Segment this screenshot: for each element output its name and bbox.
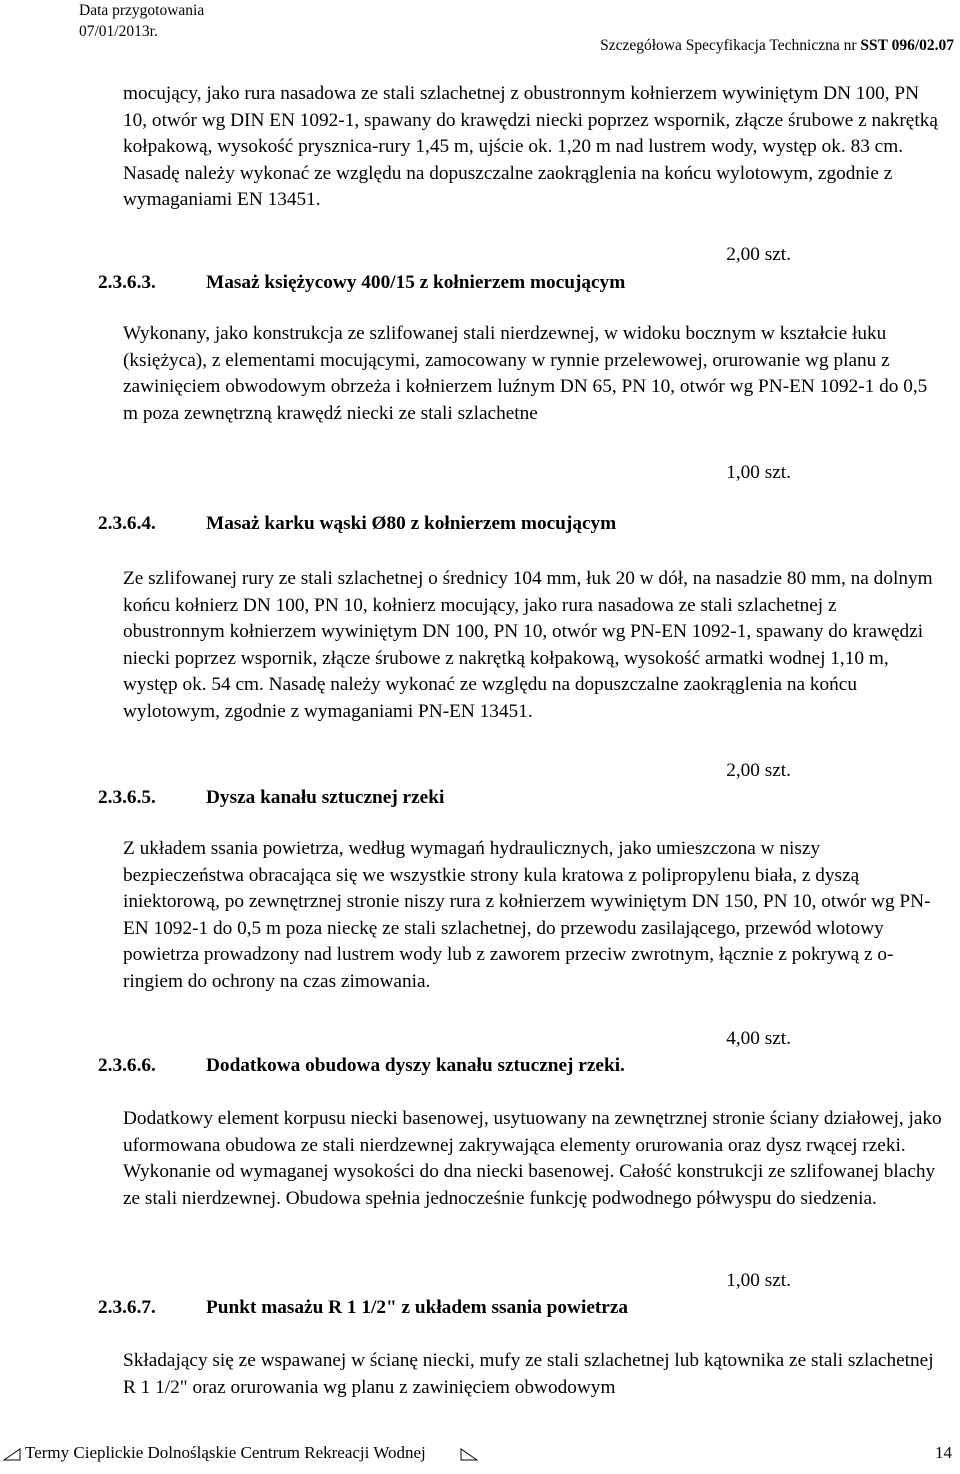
triangle-left-icon xyxy=(3,1440,21,1474)
intro-paragraph: mocujący, jako rura nasadowa ze stali szlachetnej z obustronnym kołnierzem wywiniętym DN 100, PN 10, otwór wg DIN EN 1092-1, spawany do krawędzi niecki poprzez wspornik, złącze śrubowe z nakrętką kołpakową, wysokość prysznica-rury 1,45 m, ujście ok. 1,20 m nad lustrem wody, występ ok. 83 cm. Nasadę należy wykonać ze względu na dopuszczalne zaokrąglenia na końcu wylotowym, zgodnie z wymaganiami EN 13451. xyxy=(123,83,938,211)
section-2-3-6-5-paragraph: Z układem ssania powietrza, według wymagań hydraulicznych, jako umieszczona w niszy bezpieczeństwa obracająca się we wszystkie strony kula kratowa z polipropylenu biała, z dyszą iniektorową, po zewnętrznej stronie niszy rura z kołnierzem wywiniętym DN 150, PN 10, otwór wg PN-EN 1092-1 do 0,5 m poza nieckę ze stali szlachetnej, do przewodu zasilającego, przewód wlotowy powietrza prowadzony nad lustrem wody lub z zaworem przeciw zwrotnym, łącznie z pokrywą z o-ringiem do ochrony na czas zimowania. xyxy=(123,838,931,992)
preparation-date xyxy=(79,0,204,42)
section-title: Dodatkowa obudowa dyszy kanału sztucznej rzeki. xyxy=(206,1055,625,1076)
spec-header xyxy=(600,37,954,55)
section-number: 2.3.6.3. xyxy=(98,272,156,293)
section-heading-2-3-6-7 xyxy=(98,1295,628,1321)
section-title: Masaż księżycowy 400/15 z kołnierzem mocującym xyxy=(206,272,626,293)
spec-prefix: Szczegółowa Specyfikacja Techniczna nr xyxy=(600,37,861,54)
section-heading-2-3-6-5 xyxy=(98,785,444,811)
section-2-3-6-5-quantity: 4,00 szt. xyxy=(726,1028,791,1049)
section-2-3-6-3-quantity: 1,00 szt. xyxy=(726,462,791,483)
section-title: Masaż karku wąski Ø80 z kołnierzem mocującym xyxy=(206,513,617,534)
section-heading-2-3-6-3 xyxy=(98,270,625,296)
page-number: 14 xyxy=(935,1443,952,1462)
section-number: 2.3.6.6. xyxy=(98,1055,156,1076)
section-number: 2.3.6.4. xyxy=(98,513,156,534)
section-title: Dysza kanału sztucznej rzeki xyxy=(206,787,445,808)
section-heading-2-3-6-6 xyxy=(98,1053,625,1079)
footer-title: Termy Cieplickie Dolnośląskie Centrum Rekreacji Wodnej xyxy=(25,1443,426,1462)
page-footer xyxy=(0,1440,960,1466)
section-2-3-6-3-paragraph: Wykonany, jako konstrukcja ze szlifowanej stali nierdzewnej, w widoku bocznym w kształcie łuku (księżyca), z elementami mocującymi, zamocowany w rynnie przelewowej, orurowanie wg planu z zawinięciem obwodowym obrzeża i kołnierzem luźnym DN 65, PN 10, otwór wg PN-EN 1092-1 do 0,5 m poza zewnętrzną krawędź niecki ze stali szlachetne xyxy=(123,323,928,424)
intro-quantity: 2,00 szt. xyxy=(726,244,791,265)
section-2-3-6-4-paragraph: Ze szlifowanej rury ze stali szlachetnej o średnicy 104 mm, łuk 20 w dół, na nasadzie 80 mm, na dolnym końcu kołnierz DN 100, PN 10, kołnierz mocujący, jako rura nasadowa ze stali szlachetnej z obustronnym kołnierzem wywiniętym DN 100, PN 10, otwór wg PN-EN 1092-1, spawany do krawędzi niecki poprzez wspornik, złącze śrubowe z nakrętką kołpakową, wysokość armatki wodnej 1,10 m, występ ok. 54 cm. Nasadę należy wykonać ze względu na dopuszczalne zaokrąglenia na końcu wylotowym, zgodnie z wymaganiami PN-EN 13451. xyxy=(123,568,933,722)
spec-number: SST 096/02.07 xyxy=(860,37,954,54)
section-number: 2.3.6.7. xyxy=(98,1297,156,1318)
section-2-3-6-6-paragraph: Dodatkowy element korpusu niecki basenowej, usytuowany na zewnętrznej stronie ściany działowej, jako uformowana obudowa ze stali nierdzewnej zakrywająca elementy orurowania oraz dysz rwącej rzeki. Wykonanie od wymaganej wysokości do dna niecki basenowej. Całość konstrukcji ze szlifowanej blachy ze stali nierdzewnej. Obudowa spełnia jednocześnie funkcję podwodnego półwyspu do siedzenia. xyxy=(123,1108,942,1209)
section-2-3-6-7-paragraph: Składający się ze wspawanej w ścianę niecki, mufy ze stali szlachetnej lub kątownika ze stali szlachetnej R 1 1/2" oraz orurowania wg planu z zawinięciem obwodowym xyxy=(123,1350,934,1398)
date-label: Data przygotowania xyxy=(79,2,205,19)
section-number: 2.3.6.5. xyxy=(98,787,156,808)
section-heading-2-3-6-4 xyxy=(98,511,616,537)
section-title: Punkt masażu R 1 1/2" z układem ssania powietrza xyxy=(206,1297,629,1318)
section-2-3-6-4-quantity: 2,00 szt. xyxy=(726,760,791,781)
date-value: 07/01/2013r. xyxy=(79,23,158,40)
section-2-3-6-6-quantity: 1,00 szt. xyxy=(726,1270,791,1291)
triangle-right-icon xyxy=(460,1440,478,1474)
